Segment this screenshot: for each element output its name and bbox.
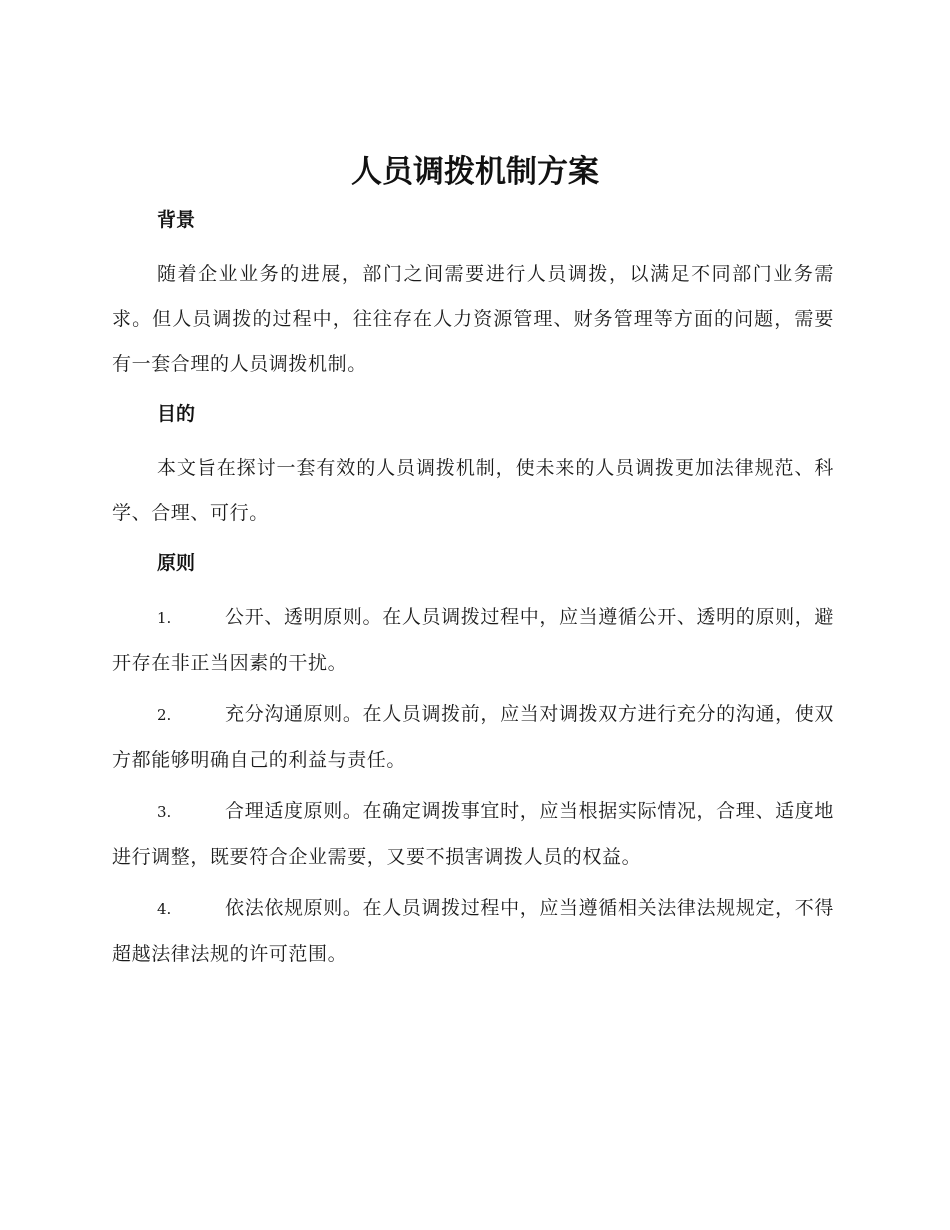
principle-text: 合理适度原则。在确定调拨事宜时，应当根据实际情况，合理、适度地进行调整，既要符合企业需要，又要不损害调拨人员的权益。 xyxy=(112,800,834,868)
principle-item xyxy=(112,595,834,686)
background-paragraph: 随着企业业务的进展，部门之间需要进行人员调拨，以满足不同部门业务需求。但人员调拨的过程中，往往存在人力资源管理、财务管理等方面的问题，需要有一套合理的人员调拨机制。 xyxy=(112,263,834,375)
document-body xyxy=(112,200,834,977)
document-title: 人员调拨机制方案 xyxy=(351,154,599,190)
principle-text: 依法依规原则。在人员调拨过程中，应当遵循相关法律法规规定，不得超越法律法规的许可范围。 xyxy=(112,897,834,965)
principle-text: 公开、透明原则。在人员调拨过程中，应当遵循公开、透明的原则，避开存在非正当因素的干扰。 xyxy=(112,606,834,674)
principle-number: 3. xyxy=(157,803,172,821)
principle-item xyxy=(112,886,834,977)
section-heading-principles: 原则 xyxy=(157,552,196,574)
principle-text: 充分沟通原则。在人员调拨前，应当对调拨双方进行充分的沟通，使双方都能够明确自己的利益与责任。 xyxy=(112,703,834,771)
principle-item xyxy=(112,692,834,783)
section-heading-purpose: 目的 xyxy=(157,403,196,425)
principle-item xyxy=(112,789,834,880)
principle-number: 1. xyxy=(157,609,172,627)
purpose-paragraph: 本文旨在探讨一套有效的人员调拨机制，使未来的人员调拨更加法律规范、科学、合理、可行。 xyxy=(112,457,834,524)
principle-number: 2. xyxy=(157,706,172,724)
section-heading-background: 背景 xyxy=(157,209,196,231)
principle-number: 4. xyxy=(157,900,172,918)
